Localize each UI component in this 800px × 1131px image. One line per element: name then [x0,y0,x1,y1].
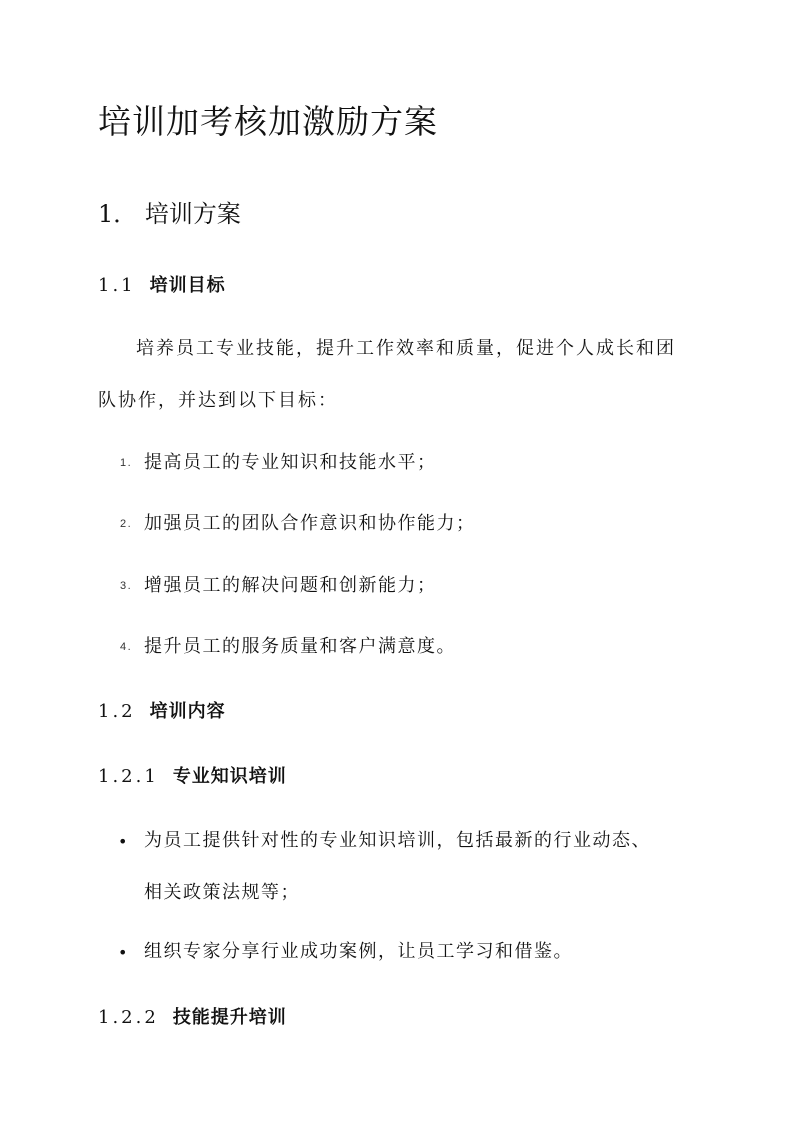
bullet-text-continuation: 相关政策法规等； [144,882,300,903]
list-item [120,571,437,597]
document-title: 培训加考核加激励方案 [98,102,438,141]
subsection-number: 1.1 [98,275,136,296]
bullet-marker: • [118,942,129,962]
subsection-title: 培训内容 [149,701,226,722]
list-item [120,632,456,658]
paragraph-line: 队协作，并达到以下目标： [98,390,338,411]
list-item-text: 加强员工的团队合作意识和协作能力； [144,513,476,534]
bullet-item [118,826,651,852]
paragraph-line: 培养员工专业技能，提升工作效率和质量，促进个人成长和团 [136,338,676,359]
subsection-title: 培训目标 [149,275,226,296]
list-item-text: 提高员工的专业知识和技能水平； [144,452,437,473]
list-item [120,448,437,474]
subsection-heading-1-2-1 [98,762,287,788]
subsection-title: 技能提升培训 [172,1007,287,1028]
bullet-item [118,937,573,963]
list-marker: 1. [120,457,133,469]
subsection-heading-1-2 [98,697,226,723]
subsection-heading-1-1 [98,271,226,297]
subsection-number: 1.2 [98,701,136,722]
list-item-text: 提升员工的服务质量和客户满意度。 [144,636,456,657]
subsection-number: 1.2.2 [98,1007,159,1028]
list-marker: 3. [120,580,133,592]
bullet-text: 为员工提供针对性的专业知识培训，包括最新的行业动态、 [144,830,651,851]
list-marker: 2. [120,518,133,530]
list-item-text: 增强员工的解决问题和创新能力； [144,575,437,596]
bullet-text: 组织专家分享行业成功案例，让员工学习和借鉴。 [144,941,573,962]
bullet-marker: • [118,831,129,851]
subsection-number: 1.2.1 [98,766,159,787]
list-marker: 4. [120,641,133,653]
list-item [120,509,476,535]
section-heading-1: 1． 培训方案 [98,200,241,228]
subsection-heading-1-2-2 [98,1003,287,1029]
subsection-title: 专业知识培训 [172,766,287,787]
